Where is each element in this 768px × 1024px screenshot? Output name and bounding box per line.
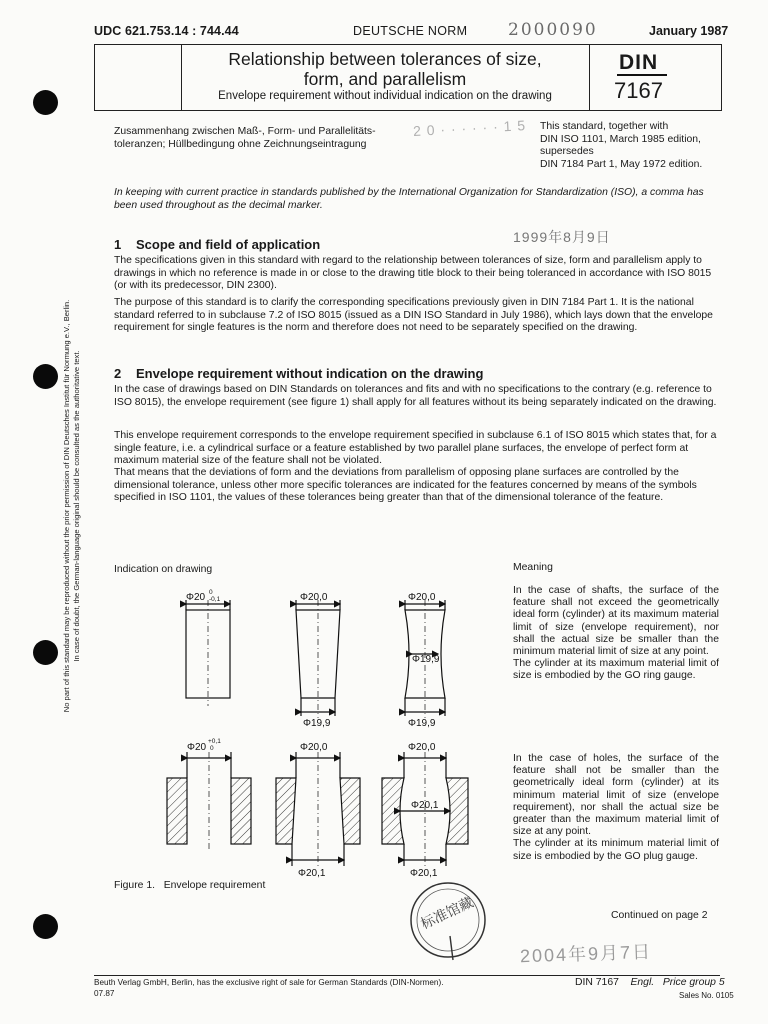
indication-label: Indication on drawing (114, 564, 213, 575)
barrel-top-dimension: Φ20,0 (408, 592, 436, 603)
meaning-label: Meaning (513, 562, 553, 573)
title-block (94, 44, 722, 111)
binder-hole (33, 90, 58, 115)
shaft-bottom-dimension: Φ19,9 (303, 718, 331, 729)
issue-date: January 1987 (649, 24, 729, 38)
binder-hole (33, 364, 58, 389)
hole-upper-tolerance: +0,1 (208, 738, 221, 745)
footer-document-info: DIN 7167 Engl. Price group 5 (575, 977, 725, 988)
shaft-meaning: In the case of shafts, the surface of the feature shall not exceed the geometrically ideal form (cylinder) at its maximum material limit of size (envelope requirement), nor shall the actual size be smaller than the minimum material limit of size at any point. The cylinder at its maximum material limit of size is embodied by the GO ring gauge. (513, 585, 719, 682)
shaft-drawing-dimension: Φ20 (186, 592, 206, 603)
section-2-paragraph: That means that the deviations of form and the deviations from parallelism of opposing plane surfaces are controlled by the dimensional tolerance, unless other more specific tolerances are indicated for the features concerned by means of the symbols specified in ISO 1101, the values of these tolerances being greater than that of the dimensional tolerance of the feature. (114, 467, 697, 504)
section-2-paragraph: In the case of drawings based on DIN Standards on tolerances and fits and with no specifications to the contrary (e.g. reference to ISO 8015), the envelope requirement (see figure 1) shall apply for all features without its being separately indicated on the drawing. (114, 384, 717, 408)
binder-hole (33, 640, 58, 665)
din-number: 7167 (614, 78, 663, 103)
section-2-paragraph: This envelope requirement corresponds to the envelope requirement specified in subclause 6.1 of ISO 8015 which states that, for a single feature, i.e. a cylindrical surface or a feature established by two parallel plane surfaces, the envelope of perfect form at maximum material size of the feature shall not be violated. (114, 430, 717, 467)
waisted-hole-mid-dimension: Φ20,1 (411, 800, 439, 811)
library-seal (398, 876, 508, 962)
shaft-upper-tolerance: 0 (209, 589, 213, 596)
binder-hole (33, 914, 58, 939)
supersedes-note: This standard, together with DIN ISO 1101, March 1985 edition, supersedes DIN 7184 Part 1, May 1972 edition. (540, 121, 703, 170)
bottom-date-stamp: 2004年9月7日 (519, 941, 653, 967)
decimal-note: In keeping with current practice in standards published by the International Organization for Standardization (ISO), a comma has been used throughout as the decimal marker. (114, 187, 704, 211)
barrel-bottom-dimension: Φ19,9 (408, 718, 436, 729)
shaft-lower-tolerance: -0,1 (209, 596, 221, 603)
udc-code: UDC 621.753.14 : 744.44 (94, 24, 239, 38)
norm-label: DEUTSCHE NORM (353, 24, 468, 38)
figure-caption: Figure 1. Envelope requirement (114, 880, 266, 891)
publisher-note: Beuth Verlag GmbH, Berlin, has the exclusive right of sale for German Standards (DIN-Normen). (94, 978, 444, 987)
continued-note: Continued on page 2 (611, 910, 708, 921)
section-1-heading: 1 Scope and field of application (114, 237, 321, 252)
section-2-heading: 2 Envelope requirement without indication on the drawing (114, 366, 484, 381)
document-subtitle: Envelope requirement without individual indication on the drawing (218, 90, 552, 102)
section-1-paragraph: The specifications given in this standard with regard to the relationship between tolerances of size, form and parallelism apply to drawings in which no reference is made in or close to the drawing title block to their being toleranced in accordance with ISO 8015 (or with its predecessor, DIN 2300). (114, 255, 712, 292)
hole-lower-tolerance: 0 (210, 745, 214, 752)
registration-stamp: 2000090 (508, 20, 598, 40)
sales-number: Sales No. 0105 (679, 991, 734, 1000)
copyright-side-note: No part of this standard may be reproduced without the prior permission of DIN Deutsches Institut für Normung e.V., Berlin. In case of doubt, the German-language original should be consulted as the authoritative text. (62, 299, 81, 713)
footer-rule (94, 975, 720, 976)
german-title: Zusammenhang zwischen Maß-, Form- und Parallelitäts-toleranzen; Hüllbedingung ohne Zeichnungseintragung (114, 126, 376, 150)
hole-bottom-dimension: Φ20,1 (298, 868, 326, 879)
waisted-hole-top-dimension: Φ20,0 (408, 742, 436, 753)
hole-top-dimension: Φ20,0 (300, 742, 328, 753)
hole-meaning: In the case of holes, the surface of the feature shall not be smaller than the geometrically ideal form (cylinder) at its minimum material limit of size (envelope requirement), nor shall the actual size be greater than the maximum material limit of size at any point. The cylinder at its minimum material limit of size is embodied by the GO plug gauge. (513, 753, 719, 862)
din-label: DIN (619, 51, 659, 74)
envelope-figure (150, 580, 500, 880)
svg-text:标准馆藏: 标准馆藏 (418, 893, 476, 932)
section-1-paragraph: The purpose of this standard is to clarify the corresponding specifications previously given in DIN 7184 Part 1. It is the national standard referred to in subclause 7.2 of ISO 8015 (issued as a DIN ISO Standard in July 1986), which lays down that the envelope requirement for single features is the norm and therefore does not need to be separately specified on the drawing. (114, 297, 713, 334)
edition-code: 07.87 (94, 989, 115, 998)
barrel-mid-dimension: Φ19,9 (412, 654, 440, 665)
waisted-hole-bottom-dimension: Φ20,1 (410, 868, 438, 879)
hole-drawing-dimension: Φ20 (187, 742, 207, 753)
faint-stamp: 2 0 · · · · · · 1 5 (412, 117, 527, 139)
receipt-stamp: 1999年8月9日 (513, 229, 611, 245)
shaft-top-dimension: Φ20,0 (300, 592, 328, 603)
document-title: Relationship between tolerances of size, form, and parallelism (228, 49, 542, 89)
